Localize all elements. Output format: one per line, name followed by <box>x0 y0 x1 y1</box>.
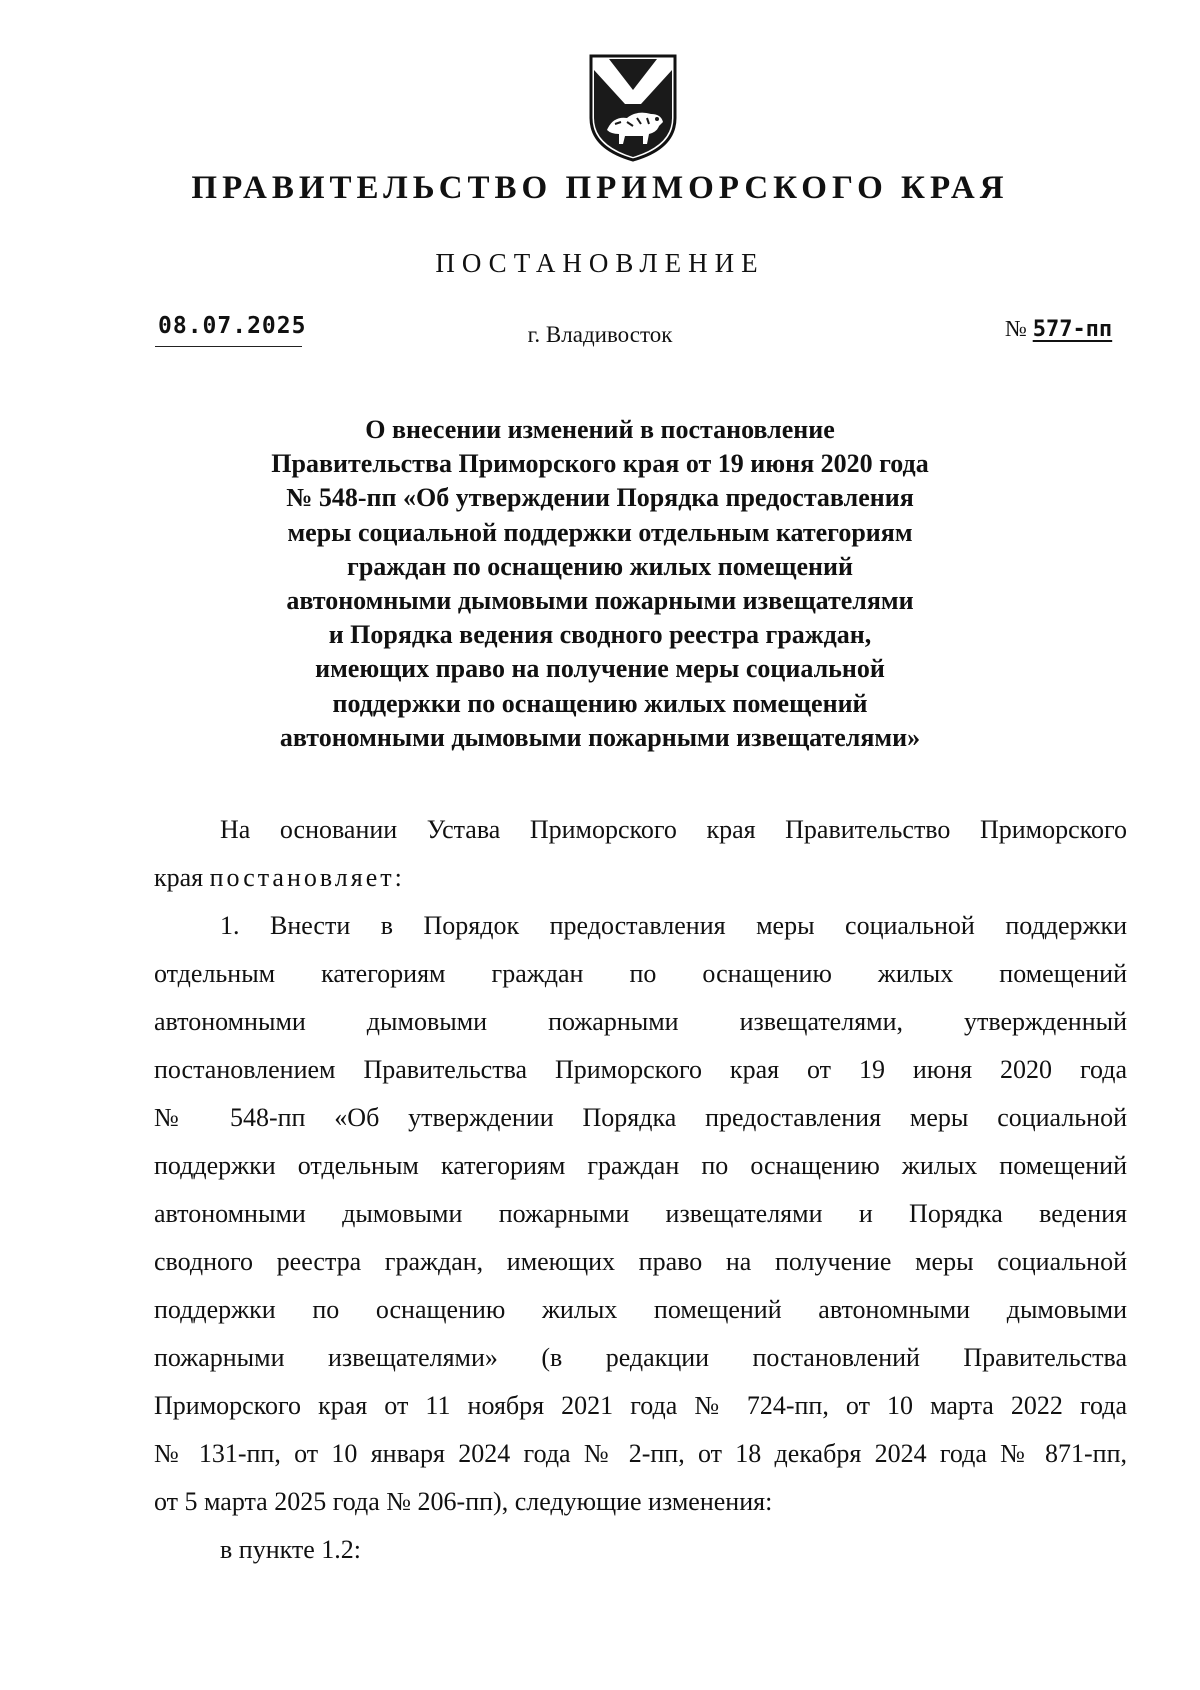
body-line: в пункте 1.2: <box>220 1535 362 1564</box>
body-line: автономными дымовыми пожарными извещателями, утвержденный <box>154 1007 1127 1036</box>
government-title: ПРАВИТЕЛЬСТВО ПРИМОРСКОГО КРАЯ <box>191 170 1009 206</box>
body-line <box>154 854 1127 902</box>
body-line: поддержки отдельным категориям граждан по оснащению жилых помещений <box>154 1151 1127 1180</box>
body-line: Приморского края от 11 ноября 2021 года № 724-пп, от 10 марта 2022 года <box>154 1391 1127 1420</box>
subject-line: автономными дымовыми пожарными извещателями» <box>279 722 921 752</box>
subject-line: № 548-пп «Об утверждении Порядка предоставления <box>286 483 914 513</box>
body-text-spaced: постановляет: <box>209 863 405 892</box>
body-line: пожарными извещателями» (в редакции постановлений Правительства <box>154 1343 1127 1372</box>
document-type: ПОСТАНОВЛЕНИЕ <box>435 248 765 278</box>
subject-line: Правительства Приморского края от 19 июня 2020 года <box>271 449 929 479</box>
body-line: № 131-пп, от 10 января 2024 года № 2-пп, от 18 декабря 2024 года № 871-пп, <box>154 1439 1127 1468</box>
body-line: постановлением Правительства Приморского края от 19 июня 2020 года <box>154 1055 1127 1084</box>
date-underline <box>155 346 302 347</box>
body-line: от 5 марта 2025 года № 206-пп), следующие изменения: <box>154 1487 773 1516</box>
body-line: № 548-пп «Об утверждении Порядка предоставления меры социальной <box>154 1103 1127 1132</box>
body-line: 1. Внести в Порядок предоставления меры социальной поддержки <box>220 911 1127 940</box>
coat-of-arms-icon <box>587 52 679 164</box>
body-line: отдельным категориям граждан по оснащению жилых помещений <box>154 959 1127 988</box>
subject-line: О внесении изменений в постановление <box>365 415 835 444</box>
subject-line: имеющих право на получение меры социальной <box>315 654 885 684</box>
document-date: 08.07.2025 <box>158 313 307 339</box>
body-line: автономными дымовыми пожарными извещателями и Порядка ведения <box>154 1199 1127 1228</box>
number-value: 577-пп <box>1032 317 1113 342</box>
body-text: края <box>154 863 204 892</box>
document-number <box>1005 316 1112 342</box>
subject-line: и Порядка ведения сводного реестра граждан, <box>328 620 872 650</box>
number-prefix: № <box>1005 316 1027 341</box>
subject-line: поддержки по оснащению жилых помещений <box>332 688 868 718</box>
subject-line: меры социальной поддержки отдельным категориям <box>287 517 913 547</box>
body-line: сводного реестра граждан, имеющих право на получение меры социальной <box>154 1247 1127 1276</box>
body-line: поддержки по оснащению жилых помещений автономными дымовыми <box>154 1295 1127 1324</box>
document-body <box>154 806 1127 1574</box>
body-line: На основании Устава Приморского края Правительство Приморского <box>220 815 1127 844</box>
subject-line: автономными дымовыми пожарными извещателями <box>286 586 914 616</box>
document-subject <box>200 413 1000 755</box>
document-city: г. Владивосток <box>527 322 673 347</box>
subject-line: граждан по оснащению жилых помещений <box>347 551 853 581</box>
